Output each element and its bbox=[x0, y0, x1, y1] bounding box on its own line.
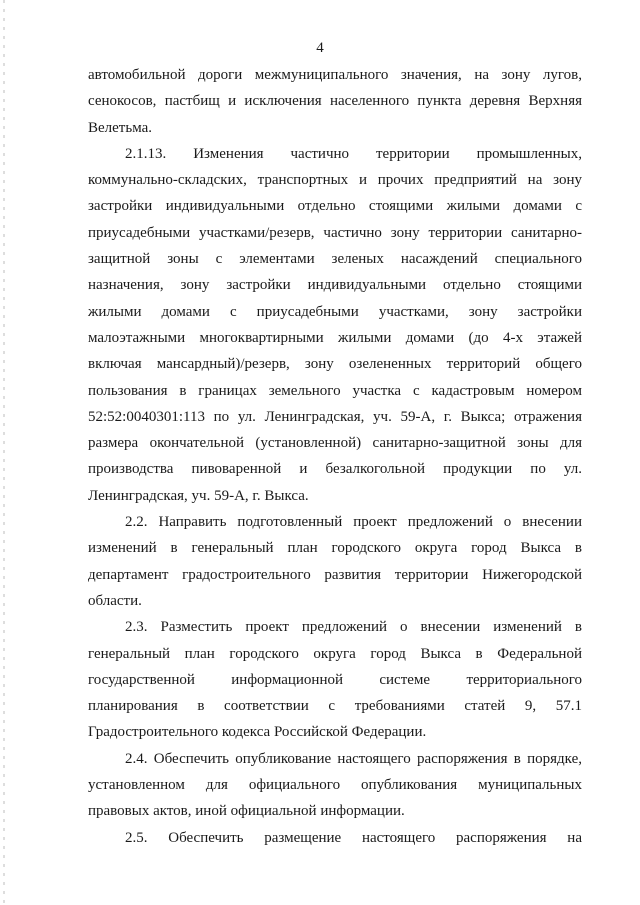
text-line: департамент градостроительного развития территории Нижегородской bbox=[88, 566, 582, 583]
text-line: пользования в границах земельного участка с кадастровым номером bbox=[88, 382, 582, 399]
text-line: жилыми домами с приусадебными участками, зону застройки bbox=[88, 303, 582, 320]
scan-edge-mark bbox=[3, 0, 5, 905]
text-line: застройки индивидуальными отдельно стоящими жилыми домами с bbox=[88, 198, 582, 215]
text-line: планирования в соответствии с требованиями статей 9, 57.1 bbox=[88, 698, 582, 715]
text-line: правовых актов, иной официальной информации. bbox=[88, 803, 405, 820]
text-line: установленном для официального опубликования муниципальных bbox=[88, 777, 582, 794]
text-line: малоэтажными многоквартирными жилыми домами (до 4-х этажей bbox=[88, 329, 582, 346]
text-line: сенокосов, пастбищ и исключения населенного пункта деревня Верхняя bbox=[88, 93, 582, 110]
text-line: Велетьма. bbox=[88, 119, 152, 136]
text-line: 2.3. Разместить проект предложений о внесении изменений в bbox=[125, 619, 582, 636]
text-line: включая мансардный)/резерв, зону озелененных территорий общего bbox=[88, 356, 582, 373]
text-line: Градостроительного кодекса Российской Федерации. bbox=[88, 724, 427, 741]
page-number: 4 bbox=[316, 40, 324, 56]
text-line: 52:52:0040301:113 по ул. Ленинградская, уч. 59-А, г. Выкса; отражения bbox=[88, 408, 582, 425]
text-line: приусадебными участками/резерв, частично зону территории санитарно- bbox=[88, 224, 582, 241]
text-line: защитной зоны с элементами зеленых насаждений специального bbox=[88, 251, 582, 268]
text-line: производства пивоваренной и безалкогольной продукции по ул. bbox=[88, 461, 582, 478]
text-line: 2.1.13. Изменения частично территории промышленных, bbox=[125, 145, 582, 162]
text-line: размера окончательной (установленной) санитарно-защитной зоны для bbox=[88, 435, 582, 452]
text-line: генеральный план городского округа город Выкса в Федеральной bbox=[88, 645, 582, 662]
text-line: государственной информационной системе территориального bbox=[88, 671, 582, 688]
text-line: изменений в генеральный план городского округа город Выкса в bbox=[88, 540, 582, 557]
text-line: 2.5. Обеспечить размещение настоящего распоряжения на bbox=[125, 829, 582, 846]
text-line: Ленинградская, уч. 59-А, г. Выкса. bbox=[88, 487, 309, 504]
text-line: 2.4. Обеспечить опубликование настоящего распоряжения в порядке, bbox=[125, 750, 582, 767]
text-line: автомобильной дороги межмуниципального значения, на зону лугов, bbox=[88, 67, 582, 83]
text-line: 2.2. Направить подготовленный проект предложений о внесении bbox=[125, 514, 582, 531]
text-line: коммунально-складских, транспортных и прочих предприятий на зону bbox=[88, 172, 582, 189]
text-line: области. bbox=[88, 592, 142, 609]
body-text bbox=[88, 62, 582, 851]
text-line: назначения, зону застройки индивидуальными отдельно стоящими bbox=[88, 277, 582, 294]
